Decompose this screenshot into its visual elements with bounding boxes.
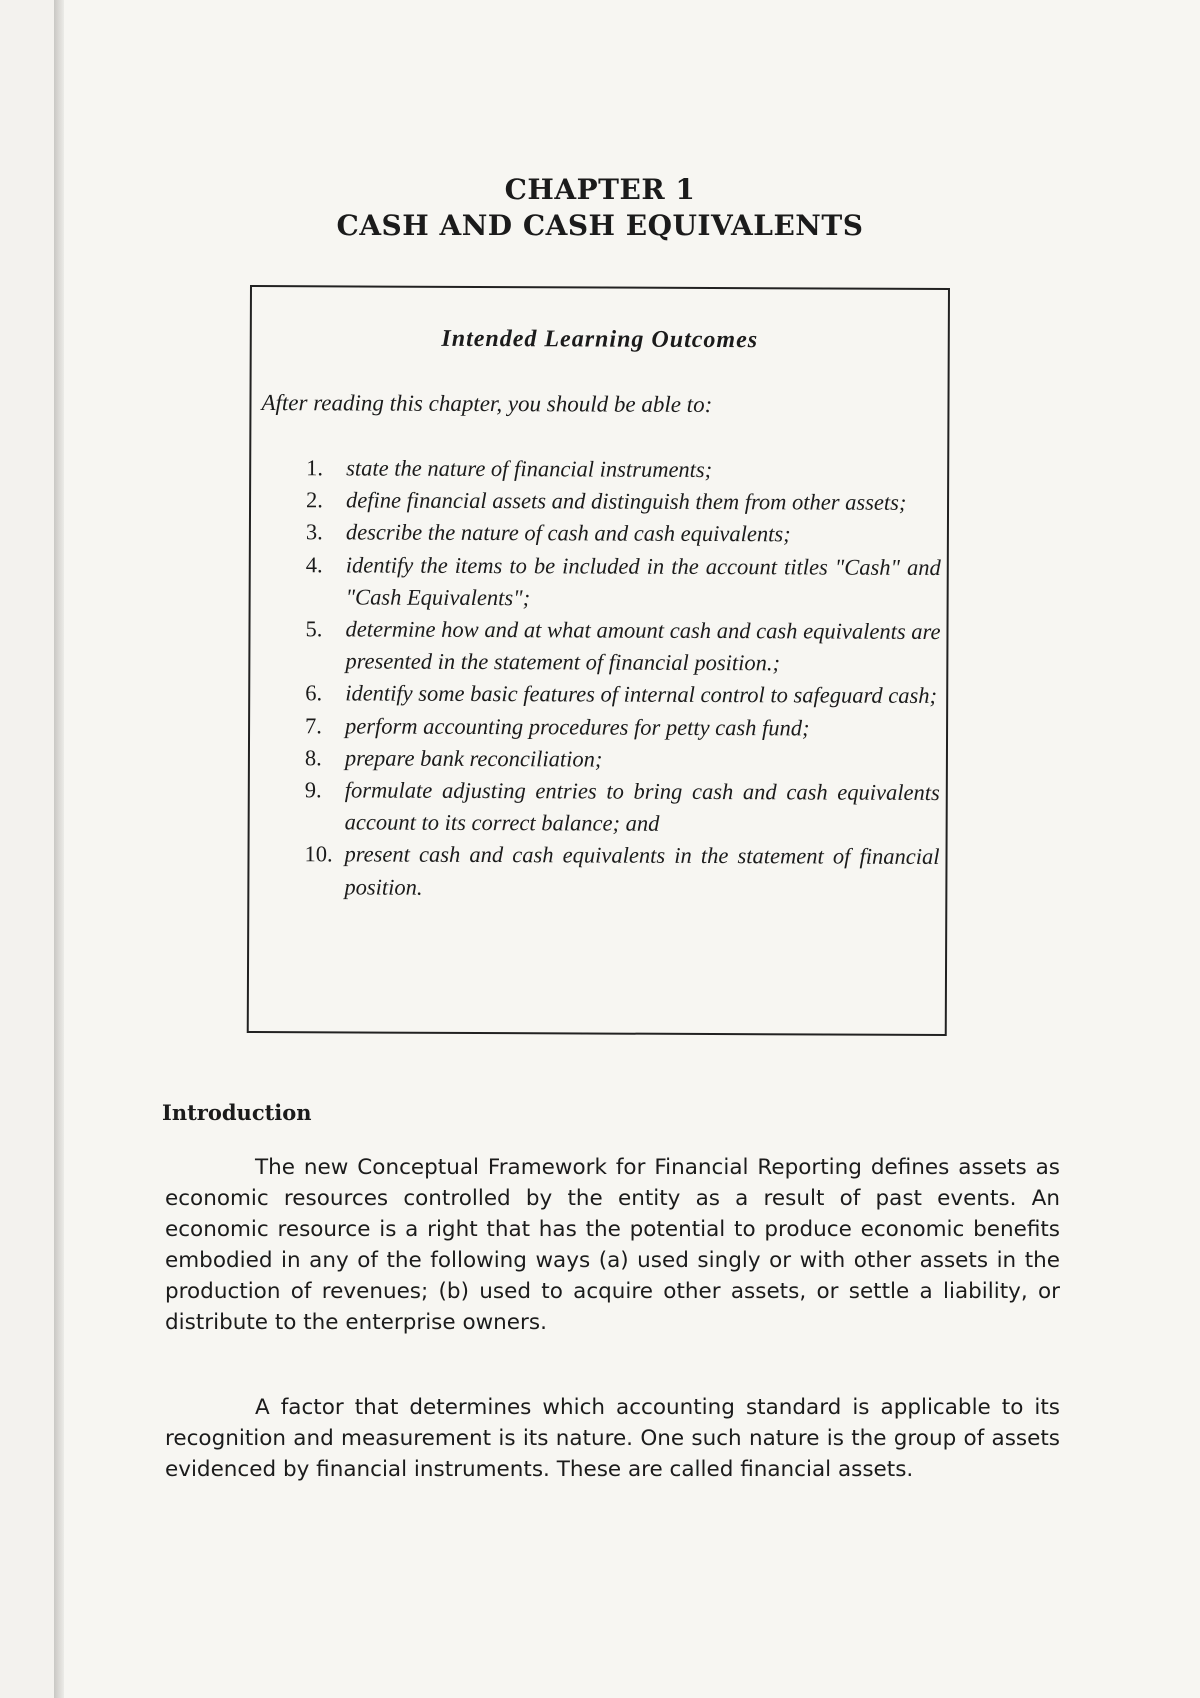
list-item-text: identify some basic features of internal control to safeguard cash; (345, 680, 938, 709)
list-item-text: identify the items to be included in the account titles "Cash" and "Cash Equivalents"; (345, 552, 941, 611)
list-item-text: state the nature of financial instruments; (346, 455, 713, 483)
introduction-paragraph-1: The new Conceptual Framework for Financial Reporting defines assets as economic resources controlled by the entity as a result of past events. An economic resource is a right that has the potential to produce economic benefits embodied in any of the following ways (a) used singly or with other assets in the production of revenues; (b) used to acquire other assets, or settle a liability, or distribute to the enterprise owners. (165, 1155, 1060, 1335)
list-item-number: 8. (304, 745, 322, 771)
list-item-text: define financial assets and distinguish them from other assets; (346, 487, 907, 516)
list-item (306, 549, 941, 616)
list-item-number: 5. (305, 616, 323, 642)
list-item-text: perform accounting procedures for petty cash fund; (345, 713, 810, 741)
list-item-text: describe the nature of cash and cash equivalents; (345, 519, 791, 547)
list-item-number: 4. (305, 551, 323, 577)
list-item-number: 10. (304, 841, 333, 867)
list-item-text: formulate adjusting entries to bring cash and cash equivalents account to its correct balance; and (344, 777, 940, 837)
chapter-heading (0, 172, 1200, 244)
list-item (306, 517, 941, 552)
page-binding-edge (54, 0, 64, 1698)
learning-outcomes-intro: After reading this chapter, you should be able to: (261, 390, 713, 418)
list-item-number: 1. (306, 455, 324, 481)
learning-outcomes-list (304, 452, 941, 906)
list-item-number: 2. (306, 487, 323, 513)
introduction-paragraph-2: A factor that determines which accounting standard is applicable to its recognition and measurement is its nature. One such nature is the group of assets evidenced by financial instruments. These are called financial assets. (165, 1395, 1060, 1482)
list-item-number: 6. (305, 680, 323, 706)
chapter-title: CASH AND CASH EQUIVALENTS (336, 209, 864, 242)
list-item-text: prepare bank reconciliation; (344, 745, 603, 772)
list-item-number: 7. (305, 712, 323, 738)
list-item (305, 710, 940, 745)
learning-outcomes-box (247, 285, 950, 1036)
list-item-number: 9. (304, 777, 322, 803)
learning-outcomes-title: Intended Learning Outcomes (441, 325, 759, 354)
list-item (306, 452, 941, 487)
list-item (305, 678, 940, 713)
list-item (306, 484, 941, 519)
list-item (304, 839, 939, 906)
list-item-text: determine how and at what amount cash and cash equivalents are presented in the statement of financial position.; (345, 616, 941, 676)
list-item (305, 613, 940, 680)
chapter-number: CHAPTER 1 (504, 173, 696, 206)
list-item-text: present cash and cash equivalents in the statement of financial position. (344, 841, 940, 900)
list-item-number: 3. (305, 519, 323, 545)
introduction-heading: Introduction (162, 1100, 312, 1125)
list-item (305, 742, 940, 777)
list-item (305, 774, 940, 841)
